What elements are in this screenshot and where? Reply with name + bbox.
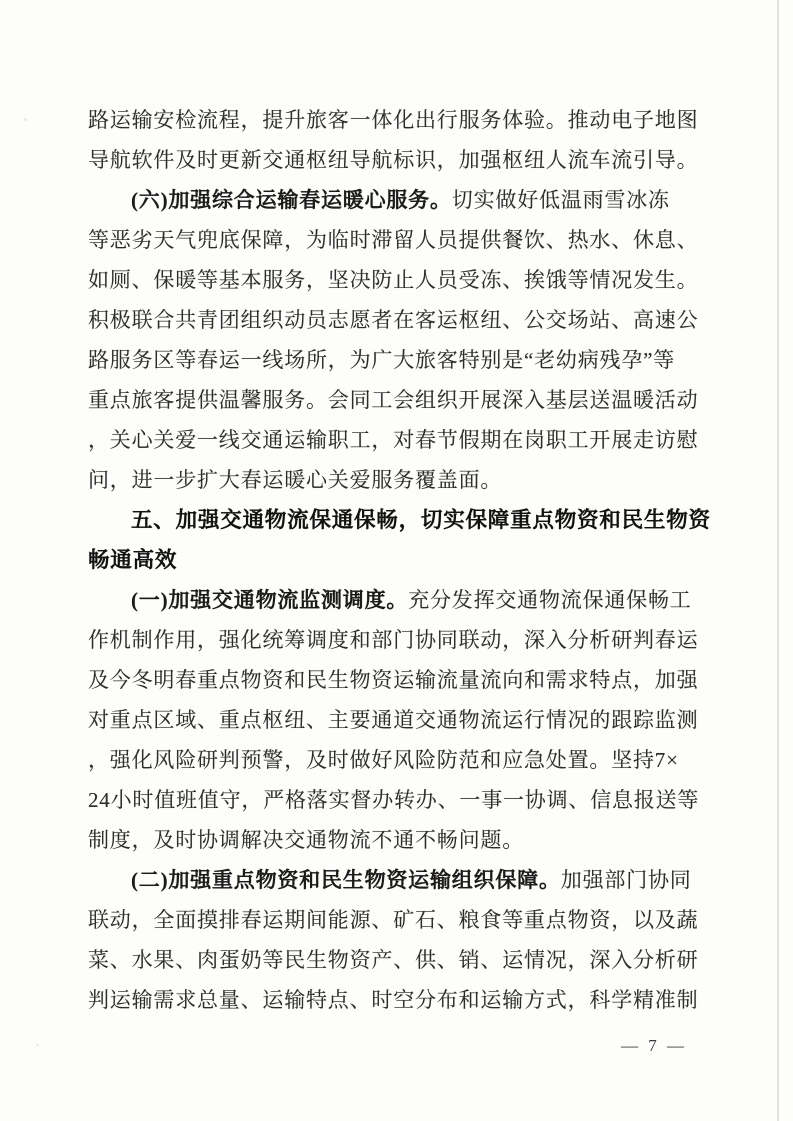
body-line: ，强化风险研判预警，及时做好风险防范和应急处置。坚持7× [88,748,679,772]
body-line [88,860,706,900]
body-text: 充分发挥交通物流保通保畅工 [408,588,692,612]
body-line: 导航软件及时更新交通枢纽导航标识，加强枢纽人流车流引导。 [88,148,699,172]
body-text: 切实做好低温雨雪冰冻 [451,188,670,212]
body-line: 如厕、保暖等基本服务，坚决防止人员受冻、挨饿等情况发生。 [88,268,699,292]
body-text: 加强部门协同 [560,868,692,892]
body-line: 24小时值班值守，严格落实督办转办、一事一协调、信息报送等 [88,788,700,812]
body-line: 路运输安检流程，提升旅客一体化出行服务体验。推动电子地图 [88,108,699,132]
body-line: 菜、水果、肉蛋奶等民生物资产、供、销、运情况，深入分析研 [88,948,699,972]
body-line: 积极联合共青团组织动员志愿者在客运枢纽、公交场站、高速公 [88,308,699,332]
body-line: 对重点区域、重点枢纽、主要通道交通物流运行情况的跟踪监测 [88,708,699,732]
body-line: 判运输需求总量、运输特点、时空分布和运输方式，科学精准制 [88,988,699,1012]
scan-edge-line [777,0,779,1121]
page-number: — 7 — [621,1036,687,1055]
body-line: 路服务区等春运一线场所，为广大旅客特别是“老幼病残孕”等 [88,348,676,372]
body-line: 等恶劣天气兜底保障，为临时滞留人员提供餐饮、热水、休息、 [88,228,699,252]
body-line: 及今冬明春重点物资和民生物资运输流量流向和需求特点，加强 [88,668,699,692]
scan-artifact [24,118,27,121]
body-line [88,180,706,220]
body-line: 制度，及时协调解决交通物流不通不畅问题。 [88,828,524,852]
paragraph-lead: (六)加强综合运输春运暖心服务。 [131,188,452,212]
scan-artifact [36,1044,39,1046]
paragraph-lead: (二)加强重点物资和民生物资运输组织保障。 [131,868,561,892]
body-line: ，关心关爱一线交通运输职工，对春节假期在岗职工开展走访慰 [88,428,699,452]
body-line: 重点旅客提供温馨服务。会同工会组织开展深入基层送温暖活动 [88,388,699,412]
body-line [88,580,706,620]
document-body [88,100,711,1020]
section-heading-line: 五、加强交通物流保通保畅，切实保障重点物资和民生物资 [131,508,711,532]
paragraph-lead: (一)加强交通物流监测调度。 [131,588,409,612]
body-line: 联动，全面摸排春运期间能源、矿石、粮食等重点物资，以及蔬 [88,908,699,932]
body-line: 问，进一步扩大春运暖心关爱服务覆盖面。 [88,468,503,492]
body-line: 作机制作用，强化统筹调度和部门协同联动，深入分析研判春运 [88,628,699,652]
section-heading-line: 畅通高效 [88,548,178,572]
